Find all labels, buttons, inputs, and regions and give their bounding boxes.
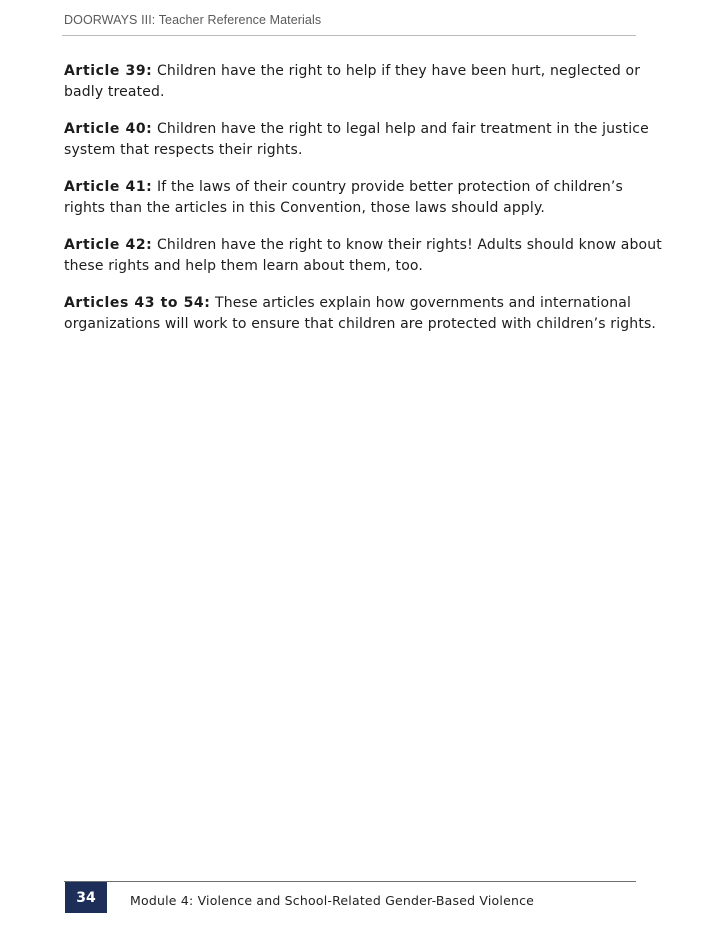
article-text: Children have the right to legal help and fair treatment in the justice system that respects their rights.: [64, 121, 649, 158]
articles-43-to-54: [64, 293, 664, 335]
articles-list: [64, 61, 664, 351]
article-39: [64, 61, 664, 103]
article-text: If the laws of their country provide better protection of children’s rights than the articles in this Convention, those laws should apply.: [64, 179, 623, 216]
article-41: [64, 177, 664, 219]
page-number: 34: [76, 889, 96, 906]
header-divider: [62, 35, 636, 36]
article-label: Articles 43 to 54:: [64, 295, 211, 311]
running-header: DOORWAYS III: Teacher Reference Materials: [64, 13, 322, 27]
article-text: Children have the right to know their rights! Adults should know about these rights and help them learn about them, too.: [64, 237, 662, 274]
article-text: Children have the right to help if they have been hurt, neglected or badly treated.: [64, 63, 641, 100]
article-label: Article 39:: [64, 63, 153, 79]
page-number-badge: [65, 882, 107, 913]
article-text: These articles explain how governments and international organizations will work to ensure that children are protected with children’s rights.: [64, 295, 656, 332]
article-label: Article 42:: [64, 237, 153, 253]
footer-divider: [64, 881, 636, 882]
article-label: Article 41:: [64, 179, 153, 195]
article-42: [64, 235, 664, 277]
article-40: [64, 119, 664, 161]
article-label: Article 40:: [64, 121, 153, 137]
footer-module-title: Module 4: Violence and School-Related Gender-Based Violence: [130, 893, 535, 908]
